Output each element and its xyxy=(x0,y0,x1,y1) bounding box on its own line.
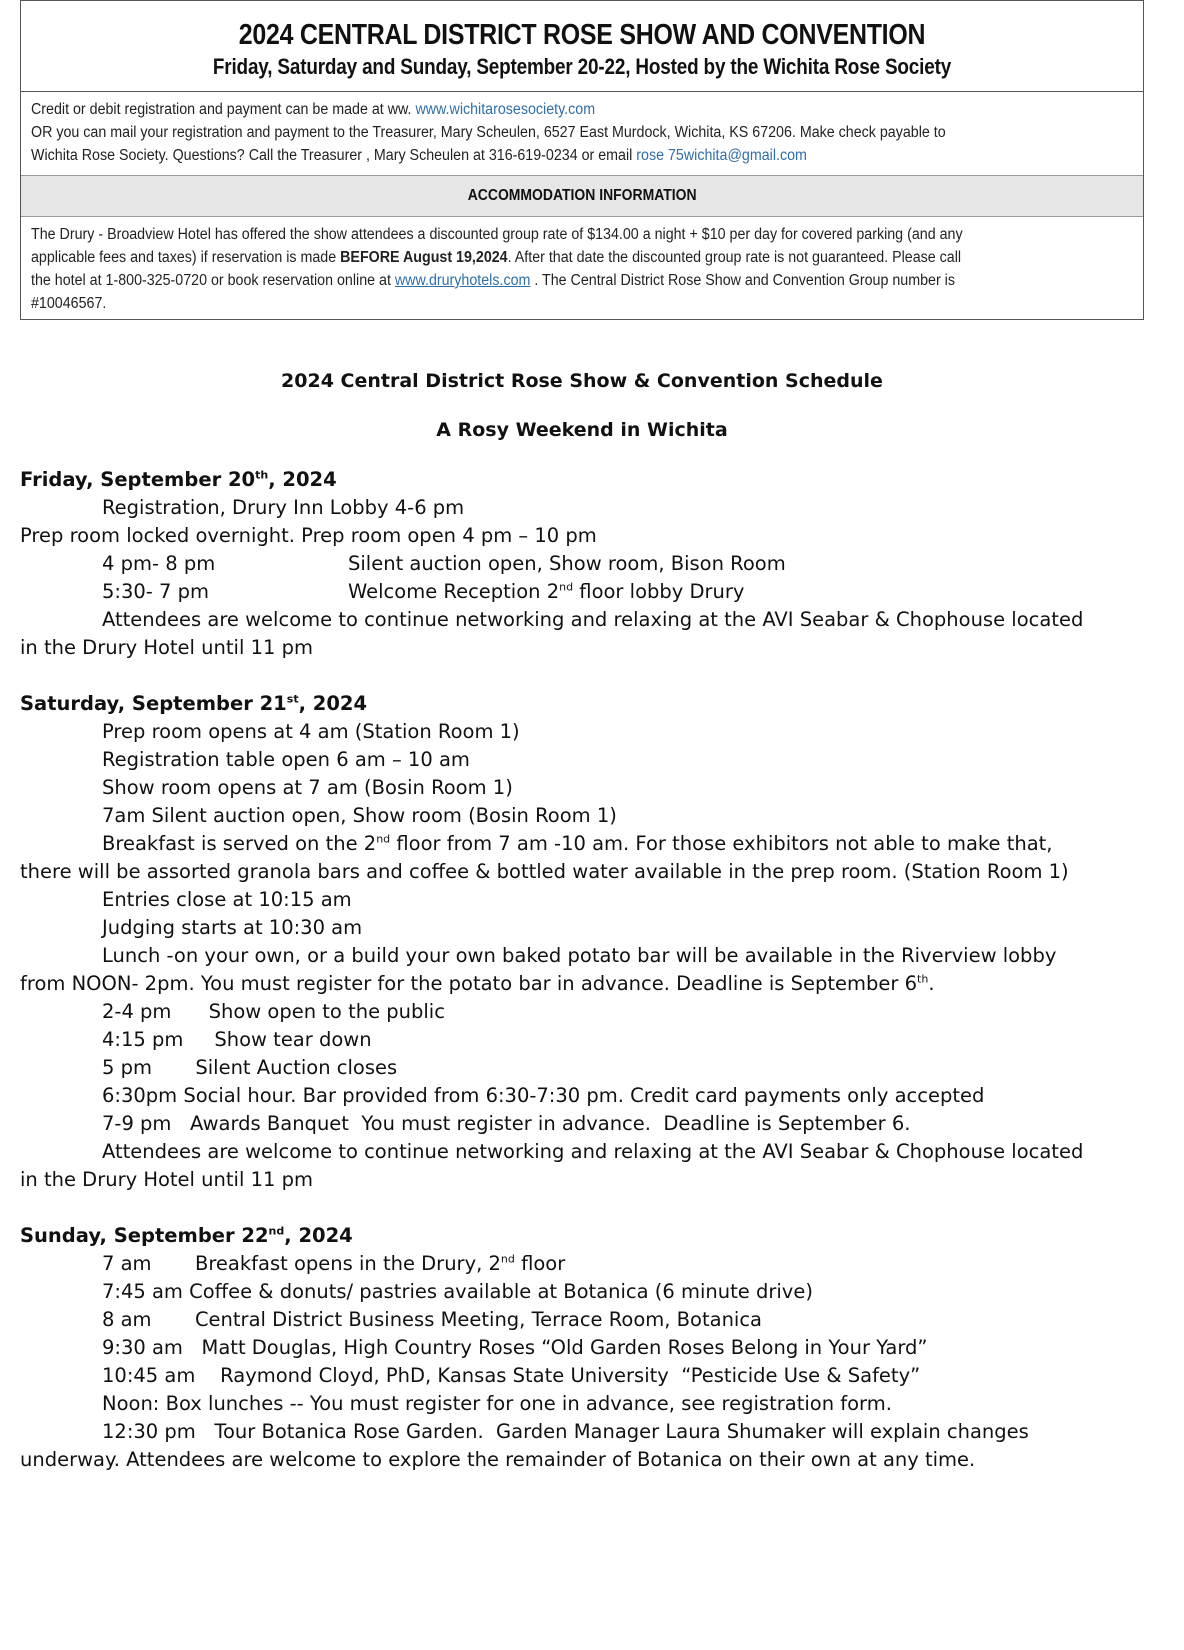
accommodation-line-3 xyxy=(31,269,1045,292)
saturday-item: 7am Silent auction open, Show room (Bosin Room 1) xyxy=(102,804,617,827)
friday-item-text: floor lobby Drury xyxy=(573,580,745,603)
subtitle-host: , Hosted by the Wichita Rose Society xyxy=(625,54,952,79)
registration-line-2: OR you can mail your registration and payment to the Treasurer, Mary Scheulen, 6527 East Murdock, Wichita, KS 67206. Make check payable to xyxy=(31,124,946,141)
saturday-item: 7-9 pm Awards Banquet You must register in advance. Deadline is September 6. xyxy=(102,1112,911,1135)
accommodation-heading-text: ACCOMMODATION INFORMATION xyxy=(467,187,697,204)
saturday-item-text: floor from 7 am -10 am. For those exhibitors not able to make that, xyxy=(390,832,1053,855)
sunday-item-text: 7 am Breakfast opens in the Drury, 2 xyxy=(102,1252,501,1275)
saturday-item: Entries close at 10:15 am xyxy=(102,888,352,911)
accommodation-text-2b: . After that date the discounted group rate is not guaranteed. Please call xyxy=(507,249,962,266)
treasurer-email-link[interactable]: rose 75wichita@gmail.com xyxy=(636,147,807,164)
friday-item xyxy=(20,550,1150,578)
accommodation-info xyxy=(21,217,1143,319)
saturday-item-text: . xyxy=(928,972,935,995)
spacer xyxy=(20,1194,1150,1222)
saturday-item: in the Drury Hotel until 11 pm xyxy=(20,1168,313,1191)
friday-item xyxy=(20,578,1150,606)
friday-item-sup: nd xyxy=(559,580,574,594)
saturday-item: 5 pm Silent Auction closes xyxy=(102,1056,398,1079)
saturday-item: 6:30pm Social hour. Bar provided from 6:30-7:30 pm. Credit card payments only accepted xyxy=(102,1084,985,1107)
sunday-item: underway. Attendees are welcome to explore the remainder of Botanica on their own at any time. xyxy=(20,1448,976,1471)
sunday-item xyxy=(20,1250,1150,1278)
friday-item-time: 4 pm- 8 pm xyxy=(102,552,216,575)
accommodation-text-3b: . The Central District Rose Show and Convention Group number is xyxy=(530,272,955,289)
saturday-item: Prep room opens at 4 am (Station Room 1) xyxy=(102,720,520,743)
saturday-item: Registration table open 6 am – 10 am xyxy=(102,748,470,771)
schedule-subtitle: A Rosy Weekend in Wichita xyxy=(436,419,728,441)
subtitle-dates: Friday, Saturday and Sunday, September 20-22 xyxy=(212,54,626,79)
saturday-heading-text: Saturday, September 21 xyxy=(20,692,287,715)
saturday-item xyxy=(20,830,1150,858)
saturday-item-text: Breakfast is served on the 2 xyxy=(102,832,377,855)
sunday-item: 9:30 am Matt Douglas, High Country Roses “Old Garden Roses Belong in Your Yard” xyxy=(102,1336,928,1359)
accommodation-text-3a: the hotel at 1-800-325-0720 or book reservation online at xyxy=(31,272,395,289)
reservation-deadline: BEFORE August 19,2024 xyxy=(340,249,508,266)
schedule-title: 2024 Central District Rose Show & Convention Schedule xyxy=(281,370,883,392)
page-subtitle xyxy=(100,53,1065,81)
friday-item: in the Drury Hotel until 11 pm xyxy=(20,636,313,659)
sunday-item: 10:45 am Raymond Cloyd, PhD, Kansas State University “Pesticide Use & Safety” xyxy=(102,1364,921,1387)
registration-text-3: Wichita Rose Society. Questions? Call the Treasurer , Mary Scheulen at 316-619-0234 or email xyxy=(31,147,637,164)
sunday-heading-text: Sunday, September 22 xyxy=(20,1224,269,1247)
registration-text-1: Credit or debit registration and payment can be made at ww. xyxy=(31,101,416,118)
accommodation-line-1: The Drury - Broadview Hotel has offered the show attendees a discounted group rate of $134.00 a night + $10 per day for covered parking (and any xyxy=(31,226,963,243)
friday-heading-year: , 2024 xyxy=(268,468,337,491)
sunday-heading-year: , 2024 xyxy=(284,1224,353,1247)
saturday-item: Lunch -on your own, or a build your own baked potato bar will be available in the Riverview lobby xyxy=(102,944,1057,967)
friday-heading-text: Friday, September 20 xyxy=(20,468,256,491)
saturday-item: Show room opens at 7 am (Bosin Room 1) xyxy=(102,776,513,799)
friday-item: Attendees are welcome to continue networking and relaxing at the AVI Seabar & Chophouse located xyxy=(102,608,1084,631)
saturday-item: 2-4 pm Show open to the public xyxy=(102,1000,445,1023)
saturday-item: Judging starts at 10:30 am xyxy=(102,916,363,939)
spacer xyxy=(20,662,1150,690)
sunday-item: 8 am Central District Business Meeting, Terrace Room, Botanica xyxy=(102,1308,763,1331)
friday-item-time: 5:30- 7 pm xyxy=(102,580,210,603)
friday-item: Prep room locked overnight. Prep room open 4 pm – 10 pm xyxy=(20,524,597,547)
friday-item-text: Welcome Reception 2 xyxy=(348,580,560,603)
schedule-body xyxy=(20,466,1150,1474)
accommodation-text-2a: applicable fees and taxes) if reservation is made xyxy=(31,249,341,266)
sunday-item: Noon: Box lunches -- You must register for one in advance, see registration form. xyxy=(102,1392,892,1415)
registration-line-3 xyxy=(31,144,1045,167)
society-website-link[interactable]: www.wichitarosesociety.com xyxy=(415,101,596,118)
friday-heading-sup: th xyxy=(255,468,269,482)
saturday-item xyxy=(20,970,1150,998)
group-number: #10046567. xyxy=(31,295,107,312)
friday-item-text: Silent auction open, Show room, Bison Room xyxy=(348,552,786,575)
saturday-heading xyxy=(20,690,1150,718)
sunday-item: 7:45 am Coffee & donuts/ pastries available at Botanica (6 minute drive) xyxy=(102,1280,813,1303)
saturday-item-text: from NOON- 2pm. You must register for the potato bar in advance. Deadline is September 6 xyxy=(20,972,918,995)
sunday-item: 12:30 pm Tour Botanica Rose Garden. Garden Manager Laura Shumaker will explain changes xyxy=(102,1420,1029,1443)
saturday-item: 4:15 pm Show tear down xyxy=(102,1028,372,1051)
registration-line-1 xyxy=(31,98,1045,121)
friday-heading xyxy=(20,466,1150,494)
saturday-item: Attendees are welcome to continue networking and relaxing at the AVI Seabar & Chophouse located xyxy=(102,1140,1084,1163)
saturday-item: there will be assorted granola bars and coffee & bottled water available in the prep room. (Station Room 1) xyxy=(20,860,1069,883)
accommodation-heading xyxy=(21,175,1143,217)
page-title: 2024 CENTRAL DISTRICT ROSE SHOW AND CONVENTION xyxy=(238,19,926,51)
accommodation-line-2 xyxy=(31,246,1045,269)
saturday-heading-year: , 2024 xyxy=(298,692,368,715)
header-box xyxy=(20,0,1144,320)
sunday-heading-sup: nd xyxy=(268,1224,285,1238)
friday-item: Registration, Drury Inn Lobby 4-6 pm xyxy=(102,496,465,519)
saturday-heading-sup: st xyxy=(286,692,299,706)
hotel-website-link[interactable]: www.druryhotels.com xyxy=(394,272,531,289)
registration-info xyxy=(21,91,1143,175)
saturday-item-sup: nd xyxy=(376,832,391,846)
sunday-item-sup: nd xyxy=(500,1252,515,1266)
sunday-item-text: floor xyxy=(514,1252,566,1275)
saturday-item-sup: th xyxy=(917,972,929,986)
sunday-heading xyxy=(20,1222,1150,1250)
